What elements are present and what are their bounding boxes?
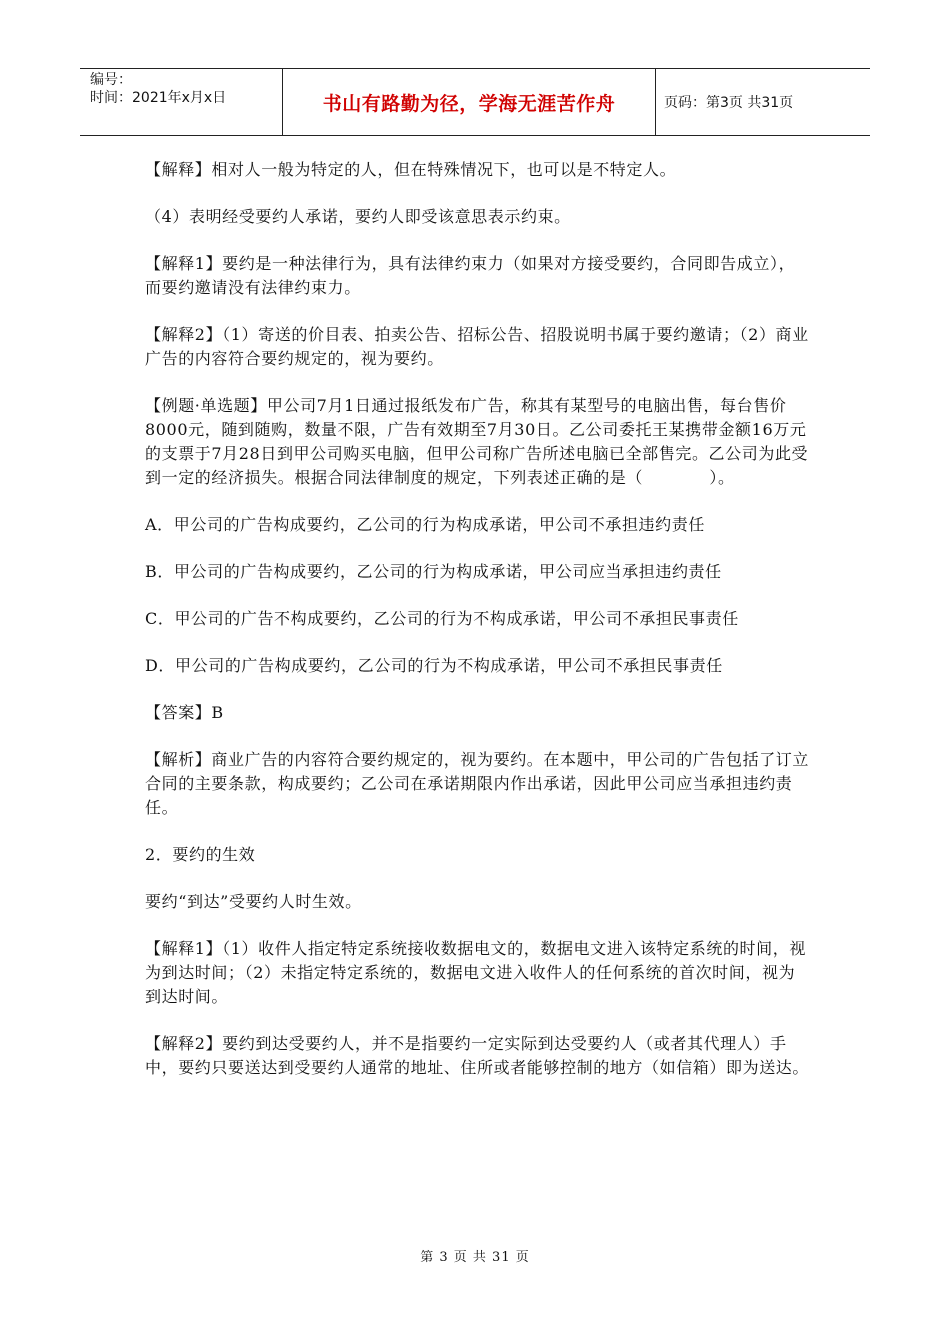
page-header: [80, 68, 870, 136]
option-a: A．甲公司的广告构成要约，乙公司的行为构成承诺，甲公司不承担违约责任: [145, 515, 705, 534]
option-d: D．甲公司的广告构成要约，乙公司的行为不构成承诺，甲公司不承担民事责任: [145, 656, 723, 675]
paragraph: 【解释】相对人一般为特定的人，但在特殊情况下，也可以是不特定人。: [145, 160, 677, 179]
example-question: 【例题·单选题】甲公司7月1日通过报纸发布广告，称其有某型号的电脑出售，每台售价8000元，随到随购，数量不限，广告有效期至7月30日。乙公司委托王某携带金额16万元的支票于7月28日到甲公司购买电脑，但甲公司称广告所述电脑已全部售完。乙公司为此受到一定的经济损失。根据合同法律制度的规定，下列表述正确的是（ ）。: [145, 396, 809, 487]
paragraph: 【解释2】要约到达受要约人，并不是指要约一定实际到达受要约人（或者其代理人）手中，要约只要送达到受要约人通常的地址、住所或者能够控制的地方（如信箱）即为送达。: [145, 1034, 810, 1077]
paragraph: （4）表明经受要约人承诺，要约人即受该意思表示约束。: [145, 207, 571, 226]
paragraph: 【解释1】要约是一种法律行为，具有法律约束力（如果对方接受要约，合同即告成立），而要约邀请没有法律约束力。: [145, 254, 796, 297]
document-body: [145, 158, 810, 1103]
paragraph: 【解释1】（1）收件人指定特定系统接收数据电文的，数据电文进入该特定系统的时间，视为到达时间；（2）未指定特定系统的，数据电文进入收件人的任何系统的首次时间，视为到达时间。: [145, 939, 806, 1006]
section-heading: 2．要约的生效: [145, 845, 256, 864]
option-c: C．甲公司的广告不构成要约，乙公司的行为不构成承诺，甲公司不承担民事责任: [145, 609, 739, 628]
header-page-info: 页码：第3页 共31页: [664, 95, 794, 111]
serial-number: 编号：: [90, 72, 132, 88]
paragraph: 【解释2】（1）寄送的价目表、拍卖公告、招标公告、招股说明书属于要约邀请；（2）商业广告的内容符合要约规定的，视为要约。: [145, 325, 809, 368]
option-b: B．甲公司的广告构成要约，乙公司的行为构成承诺，甲公司应当承担违约责任: [145, 562, 722, 581]
header-motto: 书山有路勤为径，学海无涯苦作舟: [282, 69, 656, 135]
analysis: 【解析】商业广告的内容符合要约规定的，视为要约。在本题中，甲公司的广告包括了订立合同的主要条款，构成要约；乙公司在承诺期限内作出承诺，因此甲公司应当承担违约责任。: [145, 750, 810, 817]
header-meta: [80, 69, 282, 135]
paragraph: 要约“到达”受要约人时生效。: [145, 892, 362, 911]
answer: 【答案】B: [145, 703, 224, 722]
page-footer: 第 3 页 共 31 页: [420, 1250, 530, 1265]
document-time: 时间：2021年x月x日: [90, 90, 227, 106]
